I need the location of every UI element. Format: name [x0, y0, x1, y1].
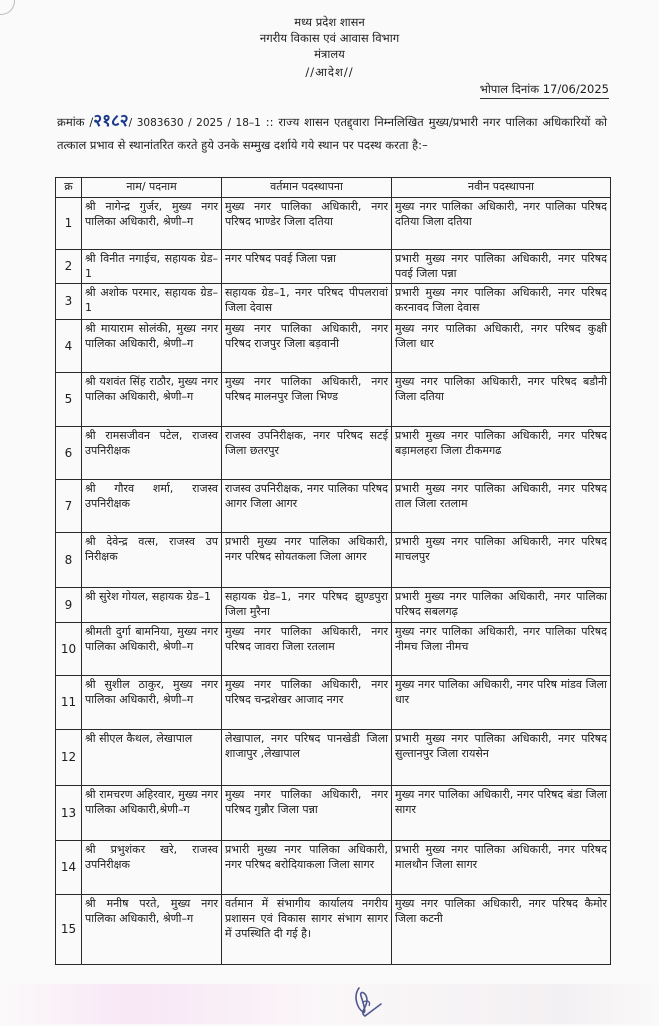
date-value: 17/06/2025 — [542, 82, 609, 96]
order-paragraph — [57, 110, 607, 156]
table-row — [56, 427, 611, 480]
current-posting: मुख्य नगर पालिका अधिकारी, नगर परिषद राजपुर जिला बड़वानी — [222, 320, 392, 373]
table-header-row — [56, 178, 611, 198]
header-serial: क्र — [56, 178, 82, 198]
current-posting: मुख्य नगर पालिका अधिकारी, नगर परिषद गुन्नौर जिला पन्ना — [222, 786, 392, 841]
new-posting: प्रभारी मुख्य नगर पालिका अधिकारी, नगर परिषद सुल्तानपुर जिला रायसेन — [392, 730, 611, 786]
officer-name: श्री सीएल कैथल, लेखापाल — [82, 730, 222, 786]
table-row — [56, 730, 611, 786]
new-posting: मुख्य नगर पालिका अधिकारी, नगर परिषद कुक्षी जिला धार — [392, 320, 611, 373]
serial-number: 7 — [56, 480, 82, 533]
serial-number: 6 — [56, 427, 82, 480]
officer-name: श्री प्रभुशंकर खरे, राजस्व उपनिरीक्षक — [82, 841, 222, 895]
current-posting: राजस्व उपनिरीक्षक, नगर परिषद सटई जिला छतरपुर — [222, 427, 392, 480]
new-posting: प्रभारी मुख्य नगर पालिका अधिकारी, नगर परिषद ताल जिला रतलाम — [392, 480, 611, 533]
table-row — [56, 841, 611, 895]
serial-number: 9 — [56, 588, 82, 623]
current-posting: सहायक ग्रेड–1, नगर परिषद पीपलरावां जिला देवास — [222, 284, 392, 320]
serial-number: 2 — [56, 250, 82, 284]
order-body: :: राज्य शासन एतद्द्वारा निम्नलिखित मुख्य/प्रभारी नगर पालिका अधिकारियों को तत्काल प्रभाव से स्थानांतरित करते हुये उनके सम्मुख दर्शाये गये स्थान पर पदस्थ करता है:– — [57, 115, 607, 152]
officer-name: श्रीमती दुर्गा बामनिया, मुख्य नगर पालिका अधिकारी, श्रेणी–ग — [82, 623, 222, 676]
officer-name: श्री अशोक परमार, सहायक ग्रेड–1 — [82, 284, 222, 320]
place-date — [480, 82, 609, 99]
table-row — [56, 480, 611, 533]
current-posting: वर्तमान में संभागीय कार्यालय नगरीय प्रशासन एवं विकास सागर संभाग सागर में उपस्थिति दी गई है। — [222, 895, 392, 965]
current-posting: मुख्य नगर पालिका अधिकारी, नगर परिषद मालनपुर जिला भिण्ड — [222, 373, 392, 427]
officer-name: श्री देवेन्द्र वत्स, राजस्व उप निरीक्षक — [82, 533, 222, 588]
serial-number: 4 — [56, 320, 82, 373]
serial-number: 13 — [56, 786, 82, 841]
serial-number: 5 — [56, 373, 82, 427]
new-posting: प्रभारी मुख्य नगर पालिका अधिकारी, नगर परिषद करनावद जिला देवास — [392, 284, 611, 320]
current-posting: प्रभारी मुख्य नगर पालिका अधिकारी, नगर परिषद बरोदियाकला जिला सागर — [222, 841, 392, 895]
new-posting: मुख्य नगर पालिका अधिकारी, नगर परिषद बडौनी जिला दतिया — [392, 373, 611, 427]
order-prefix: क्रमांक / — [57, 115, 94, 129]
ministry-label: मंत्रालय — [314, 47, 345, 61]
table-row — [56, 373, 611, 427]
table-row — [56, 895, 611, 965]
order-reference: / 3083630 / 2025 / 18–1 — [128, 117, 261, 129]
table-row — [56, 320, 611, 373]
table-row — [56, 284, 611, 320]
government-name: मध्य प्रदेश शासन — [294, 15, 365, 29]
department-name: नगरीय विकास एवं आवास विभाग — [259, 31, 400, 45]
photo-edge-shadow — [0, 984, 659, 1024]
new-posting: मुख्य नगर पालिका अधिकारी, नगर परिषद बंडा जिला सागर — [392, 786, 611, 841]
current-posting: सहायक ग्रेड–1, नगर परिषद झुण्डपुरा जिला मुरैना — [222, 588, 392, 623]
officer-name: श्री मायाराम सोलंकी, मुख्य नगर पालिका अधिकारी, श्रेणी–ग — [82, 320, 222, 373]
header-new-posting: नवीन पदस्थापना — [392, 178, 611, 198]
officer-name: श्री रामसजीवन पटेल, राजस्व उपनिरीक्षक — [82, 427, 222, 480]
new-posting: प्रभारी मुख्य नगर पालिका अधिकारी, नगर पालिका परिषद सबलगढ़ — [392, 588, 611, 623]
new-posting: मुख्य नगर पालिका अधिकारी, नगर पालिका परिषद नीमच जिला नीमच — [392, 623, 611, 676]
current-posting: मुख्य नगर पालिका अधिकारी, नगर परिषद भाण्डेर जिला दतिया — [222, 198, 392, 250]
serial-number: 3 — [56, 284, 82, 320]
serial-number: 11 — [56, 676, 82, 730]
current-posting: मुख्य नगर पालिका अधिकारी, नगर परिषद जावरा जिला रतलाम — [222, 623, 392, 676]
current-posting: प्रभारी मुख्य नगर पालिका अधिकारी, नगर परिषद सोयतकला जिला आगर — [222, 533, 392, 588]
date-label: भोपाल दिनांक — [479, 82, 540, 96]
current-posting: राजस्व उपनिरीक्षक, नगर पालिका परिषद आगर जिला आगर — [222, 480, 392, 533]
new-posting: प्रभारी मुख्य नगर पालिका अधिकारी, नगर परिषद पवई जिला पन्ना — [392, 250, 611, 284]
serial-number: 12 — [56, 730, 82, 786]
table-row — [56, 676, 611, 730]
serial-number: 8 — [56, 533, 82, 588]
header-name: नाम/ पदनाम — [82, 178, 222, 198]
new-posting: प्रभारी मुख्य नगर पालिका अधिकारी, नगर परिषद मालथौन जिला सागर — [392, 841, 611, 895]
header-current-posting: वर्तमान पदस्थापना — [222, 178, 392, 198]
serial-number: 10 — [56, 623, 82, 676]
order-title: //आदेश// — [305, 65, 354, 79]
new-posting: प्रभारी मुख्य नगर पालिका अधिकारी, नगर परिषद बड़ामलहरा जिला टीकमगढ — [392, 427, 611, 480]
serial-number: 14 — [56, 841, 82, 895]
table-row — [56, 198, 611, 250]
table-row — [56, 533, 611, 588]
officer-name: श्री सुरेश गोयल, सहायक ग्रेड–1 — [82, 588, 222, 623]
officer-name: श्री सुशील ठाकुर, मुख्य नगर पालिका अधिकारी, श्रेणी–ग — [82, 676, 222, 730]
current-posting: लेखापाल, नगर परिषद पानखेडी जिला शाजापुर ,लेखापाल — [222, 730, 392, 786]
table-row — [56, 250, 611, 284]
officer-name: श्री गौरव शर्मा, राजस्व उपनिरीक्षक — [82, 480, 222, 533]
officer-name: श्री यशवंत सिंह राठौर, मुख्य नगर पालिका अधिकारी, श्रेणी–ग — [82, 373, 222, 427]
table-row — [56, 588, 611, 623]
transfer-table — [55, 177, 611, 965]
table-row — [56, 623, 611, 676]
new-posting: मुख्य नगर पालिका अधिकारी, नगर परिष मांडव जिला धार — [392, 676, 611, 730]
serial-number: 15 — [56, 895, 82, 965]
serial-number: 1 — [56, 198, 82, 250]
handwritten-order-number: २१८२ — [93, 111, 129, 131]
current-posting: मुख्य नगर पालिका अधिकारी, नगर परिषद चन्द्रशेखर आजाद नगर — [222, 676, 392, 730]
new-posting: प्रभारी मुख्य नगर पालिका अधिकारी, नगर परिषद माचलपुर — [392, 533, 611, 588]
officer-name: श्री रामचरण अहिरवार, मुख्य नगर पालिका अधिकारी,श्रेणी–ग — [82, 786, 222, 841]
officer-name: श्री विनीत नगाईच, सहायक ग्रेड–1 — [82, 250, 222, 284]
current-posting: नगर परिषद पवई जिला पन्ना — [222, 250, 392, 284]
new-posting: मुख्य नगर पालिका अधिकारी, नगर परिषद कैमोर जिला कटनी — [392, 895, 611, 965]
page-corner — [0, 0, 15, 15]
officer-name: श्री नागेन्द्र गुर्जर, मुख्य नगर पालिका अधिकारी, श्रेणी–ग — [82, 198, 222, 250]
officer-name: श्री मनीष परते, मुख्य नगर पालिका अधिकारी, श्रेणी–ग — [82, 895, 222, 965]
table-row — [56, 786, 611, 841]
new-posting: मुख्य नगर पालिका अधिकारी, नगर पालिका परिषद दतिया जिला दतिया — [392, 198, 611, 250]
